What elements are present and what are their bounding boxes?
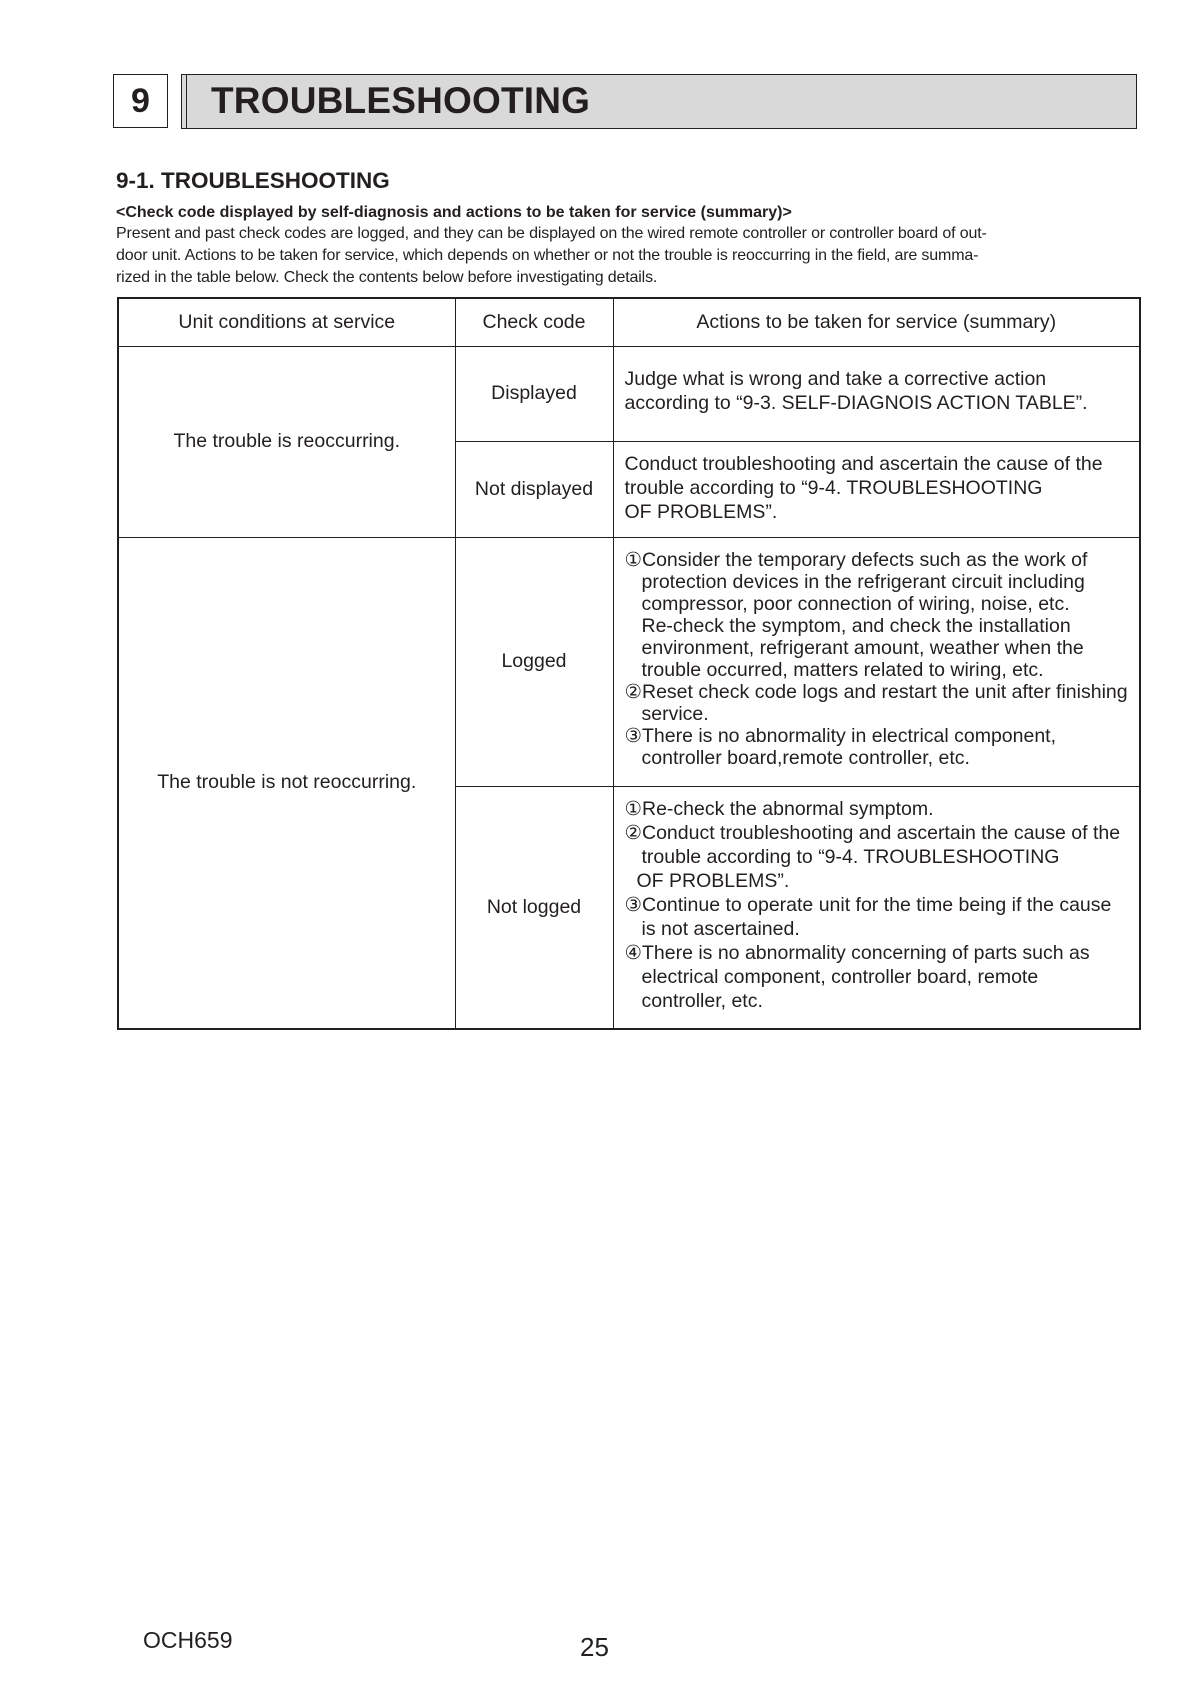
header-unit-conditions: Unit conditions at service (118, 298, 455, 346)
action-line: trouble occurred, matters related to wiring, etc. (641, 658, 1044, 681)
actions-not-displayed (613, 441, 1140, 537)
intro-paragraph (116, 223, 1141, 289)
check-code-logged: Logged (455, 537, 613, 786)
check-code-displayed: Displayed (455, 346, 613, 441)
table-header-row (118, 298, 1140, 346)
action-line: ④There is no abnormality concerning of parts such as (624, 941, 1090, 964)
action-line: trouble according to “9-4. TROUBLESHOOTING (624, 476, 1043, 499)
actions-logged (613, 537, 1140, 786)
section-subheading: <Check code displayed by self-diagnosis and actions to be taken for service (summary)> (116, 204, 792, 221)
action-line: service. (641, 702, 709, 725)
document-code: OCH659 (143, 1627, 233, 1653)
section-heading: 9-1. TROUBLESHOOTING (116, 168, 390, 193)
action-line: Judge what is wrong and take a corrective action (624, 367, 1047, 390)
check-code-not-displayed: Not displayed (455, 441, 613, 537)
action-line: protection devices in the refrigerant circuit including (641, 570, 1085, 593)
chapter-title-bar (181, 74, 1137, 129)
table-row (118, 346, 1140, 441)
table-row (118, 537, 1140, 786)
action-line: according to “9-3. SELF-DIAGNOIS ACTION TABLE”. (624, 391, 1088, 414)
condition-reoccurring: The trouble is reoccurring. (118, 346, 455, 537)
action-line: environment, refrigerant amount, weather when the (641, 636, 1084, 659)
action-line: ③Continue to operate unit for the time being if the cause (624, 893, 1112, 916)
action-line: ②Conduct troubleshooting and ascertain the cause of the (624, 821, 1121, 844)
chapter-title: TROUBLESHOOTING (211, 80, 591, 121)
action-line: compressor, poor connection of wiring, noise, etc. (641, 592, 1070, 615)
page-number: 25 (580, 1632, 609, 1662)
action-line: ①Re-check the abnormal symptom. (624, 797, 934, 820)
actions-not-logged (613, 786, 1140, 1029)
action-line: ①Consider the temporary defects such as the work of (624, 548, 1088, 571)
header-check-code: Check code (455, 298, 613, 346)
service-action-table (117, 297, 1141, 1030)
action-line: is not ascertained. (641, 917, 800, 940)
actions-displayed (613, 346, 1140, 441)
action-line: OF PROBLEMS”. (636, 869, 790, 892)
action-line: Re-check the symptom, and check the installation (641, 614, 1071, 637)
action-line: ②Reset check code logs and restart the unit after finishing (624, 680, 1128, 703)
action-line: ③There is no abnormality in electrical component, (624, 724, 1057, 747)
condition-not-reoccurring: The trouble is not reoccurring. (118, 537, 455, 1029)
action-line: trouble according to “9-4. TROUBLESHOOTING (641, 845, 1060, 868)
intro-line: door unit. Actions to be taken for service, which depends on whether or not the trouble is reoccurring in the field, are summa- (116, 247, 979, 264)
chapter-number: 9 (113, 74, 168, 128)
action-line: electrical component, controller board, remote (641, 965, 1039, 988)
check-code-not-logged: Not logged (455, 786, 613, 1029)
intro-line: Present and past check codes are logged, and they can be displayed on the wired remote controller or controller board of out- (116, 225, 987, 242)
action-line: OF PROBLEMS”. (624, 500, 778, 523)
intro-line: rized in the table below. Check the contents below before investigating details. (116, 269, 658, 286)
action-line: controller, etc. (641, 989, 763, 1012)
action-line: Conduct troubleshooting and ascertain the cause of the (624, 452, 1103, 475)
header-actions: Actions to be taken for service (summary) (613, 298, 1140, 346)
action-line: controller board,remote controller, etc. (641, 746, 970, 769)
